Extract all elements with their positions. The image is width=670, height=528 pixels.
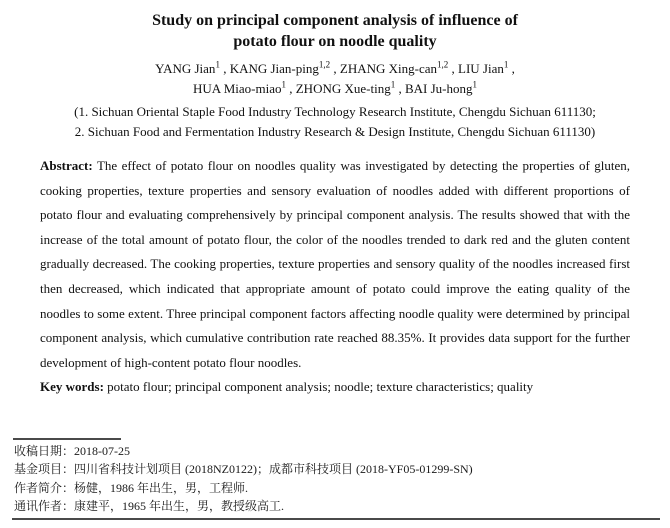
footnote-separator-rule bbox=[13, 438, 121, 440]
footnote-block bbox=[14, 442, 656, 516]
paper-title-line2: potato flour on noodle quality bbox=[233, 33, 437, 50]
author-list bbox=[0, 59, 670, 99]
footnote-text: 杨健，1986 年出生，男，工程师. bbox=[74, 480, 249, 495]
author-name-text: , KANG Jian-ping bbox=[223, 61, 319, 76]
author-affiliation-superscript: 1 bbox=[281, 79, 286, 90]
author-line-2 bbox=[0, 79, 670, 99]
paper-title-line1: Study on principal component analysis of influence of bbox=[152, 12, 518, 29]
abstract-text: The effect of potato flour on noodles quality was investigated by detecting the properties of gluten, cooking properties, texture properties and sensory evaluation of noodles added with different proportions of potato flour and evaluating comprehensively by principal component analysis. The results showed that with the increase of the total amount of potato flour, the color of the noodles trended to dark red and the gluten content gradually decreased. The cooking properties, texture properties and sensory quality of the noodles increased first then decreased, which indicated that appropriate amount of potato could improve the eating quality of the noodles to some extent. Three principal component factors affecting noodle quality were determined by principal component analysis, which cumulative contribution rate reached 88.35%. It provides data support for the further development of high-content potato flour noodles. bbox=[40, 158, 630, 370]
abstract-paragraph bbox=[40, 154, 630, 375]
footnote-text: 康建平，1965 年出生，男，教授级高工. bbox=[74, 499, 285, 514]
author-name-text: , ZHONG Xue-ting bbox=[289, 81, 391, 96]
author-affiliation-superscript: 1,2 bbox=[318, 59, 331, 70]
author-name bbox=[193, 81, 286, 96]
author-name-text: , LIU Jian bbox=[451, 61, 504, 76]
author-name bbox=[333, 61, 448, 76]
footnote-label: 作者简介： bbox=[14, 480, 75, 495]
author-name-text: , bbox=[511, 61, 515, 76]
author-affiliation-superscript: 1 bbox=[215, 59, 220, 70]
affiliation-list bbox=[0, 102, 670, 142]
author-name bbox=[223, 61, 330, 76]
author-affiliation-superscript: 1 bbox=[503, 59, 509, 70]
footnote-label: 基金项目： bbox=[14, 462, 75, 477]
footnote-label: 收稿日期： bbox=[14, 444, 75, 458]
author-name bbox=[398, 81, 477, 96]
footnote-text: 2018-07-25 bbox=[74, 444, 131, 458]
keywords-text: potato flour; principal component analysis; noodle; texture characteristics; quality bbox=[103, 379, 534, 395]
abstract-label: Abstract: bbox=[40, 158, 93, 173]
footnote-line bbox=[14, 497, 656, 515]
author-affiliation-superscript: 1 bbox=[390, 79, 396, 90]
affiliation-line-2: 2. Sichuan Food and Fermentation Industry Research & Design Institute, Chengdu Sichuan 611130) bbox=[74, 124, 596, 139]
keywords-paragraph bbox=[40, 375, 630, 400]
footnote-label: 通讯作者： bbox=[14, 499, 75, 514]
author-name-text: HUA Miao-miao bbox=[193, 81, 282, 96]
author-line-1 bbox=[0, 59, 670, 79]
author-name bbox=[452, 61, 509, 76]
footnote-line bbox=[14, 460, 656, 478]
author-name bbox=[155, 61, 220, 76]
author-affiliation-superscript: 1,2 bbox=[437, 59, 449, 70]
page-bottom-rule bbox=[12, 518, 660, 520]
author-name bbox=[512, 61, 515, 76]
footnote-line bbox=[14, 479, 656, 497]
keywords-label: Key words: bbox=[40, 379, 104, 395]
footnote-line bbox=[14, 442, 656, 460]
author-name-text: , BAI Ju-hong bbox=[398, 81, 473, 96]
footnote-text: 四川省科技计划项目 (2018NZ0122)；成都市科技项目 (2018-YF05-01299-SN) bbox=[74, 462, 473, 477]
author-affiliation-superscript: 1 bbox=[472, 79, 477, 90]
affiliation-line-1: (1. Sichuan Oriental Staple Food Industry Technology Research Institute, Chengdu Sichuan 611130; bbox=[74, 104, 596, 119]
abstract-section bbox=[40, 154, 630, 400]
author-name bbox=[289, 81, 395, 96]
author-name-text: , ZHANG Xing-can bbox=[333, 61, 437, 76]
author-name-text: YANG Jian bbox=[155, 61, 216, 76]
paper-title bbox=[0, 0, 670, 52]
